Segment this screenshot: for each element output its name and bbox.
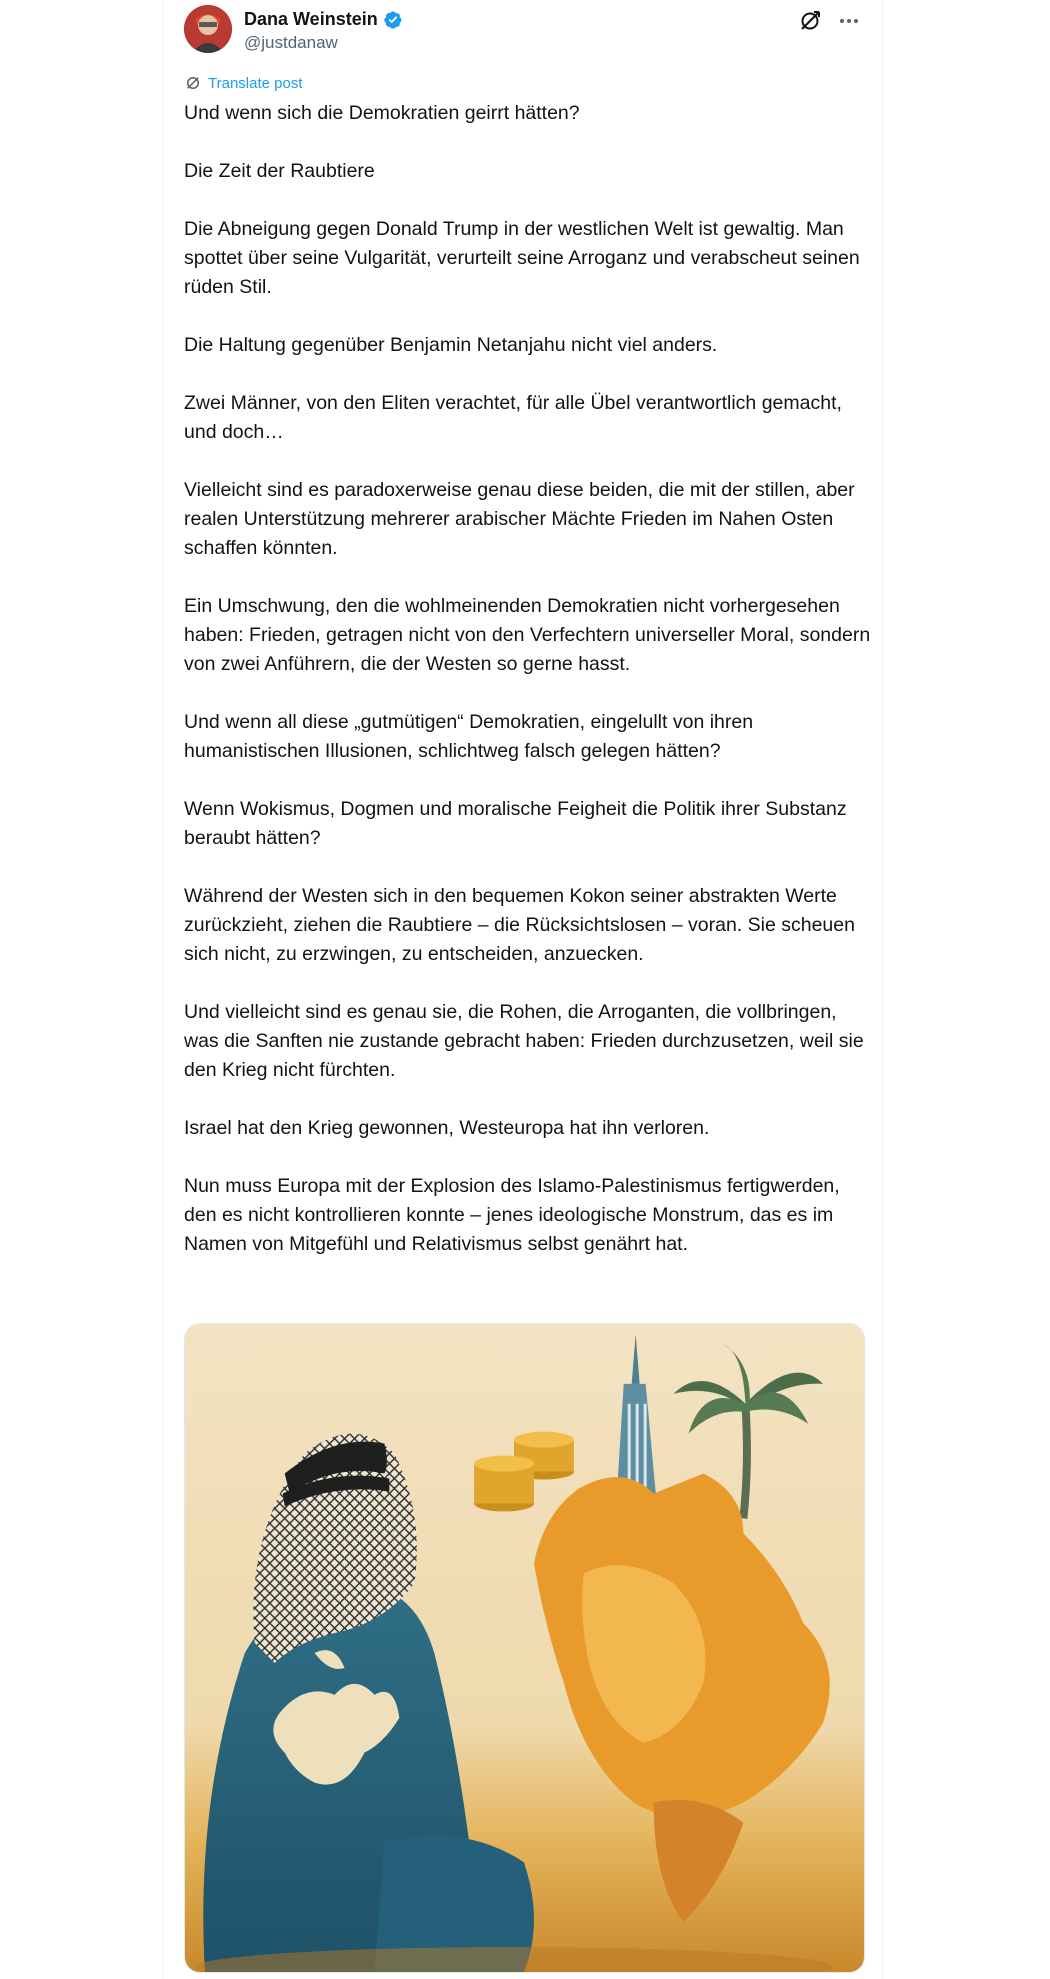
post-paragraph: Und wenn all diese „gutmütigen“ Demokratien, eingelullt von ihren humanistischen Illusionen, schlichtweg falsch gelegen hätten? [184, 711, 754, 762]
translate-icon [184, 74, 202, 92]
post-paragraph: Und vielleicht sind es genau sie, die Rohen, die Arroganten, die vollbringen, was die Sanften nie zustande gebracht haben: Frieden durchzusetzen, weil sie den Krieg nicht fürchten. [184, 1001, 864, 1081]
post-paragraph: Wenn Wokismus, Dogmen und moralische Feigheit die Politik ihrer Substanz beraubt hätten? [184, 798, 847, 849]
post-text [184, 99, 874, 1288]
translate-label: Translate post [208, 74, 303, 92]
author-handle[interactable]: @justdanaw [244, 33, 338, 52]
translate-post-link[interactable] [184, 74, 303, 92]
post-card [163, 0, 883, 1979]
verified-badge-icon [383, 10, 403, 30]
post-paragraph: Die Zeit der Raubtiere [184, 160, 375, 182]
post-image[interactable] [184, 1323, 865, 1973]
more-icon[interactable] [836, 9, 862, 33]
author-name-row [244, 9, 403, 30]
post-header [184, 5, 862, 55]
grok-icon[interactable] [798, 9, 822, 33]
post-paragraph: Zwei Männer, von den Eliten verachtet, für alle Übel verantwortlich gemacht, und doch… [184, 392, 842, 443]
post-paragraph: Die Abneigung gegen Donald Trump in der westlichen Welt ist gewaltig. Man spottet über seine Vulgarität, verurteilt seine Arroganz und verabscheut seinen rüden Stil. [184, 218, 860, 298]
avatar[interactable] [184, 5, 232, 53]
post-paragraph: Vielleicht sind es paradoxerweise genau diese beiden, die mit der stillen, aber realen Unterstützung mehrerer arabischer Mächte Frieden im Nahen Osten schaffen könnten. [184, 479, 855, 559]
post-paragraph: Nun muss Europa mit der Explosion des Islamo-Palestinismus fertigwerden, den es nicht kontrollieren konnte – jenes ideologische Monstrum, das es im Namen von Mitgefühl und Relativismus selbst genährt hat. [184, 1175, 840, 1255]
post-paragraph: Und wenn sich die Demokratien geirrt hätten? [184, 102, 580, 124]
post-paragraph: Ein Umschwung, den die wohlmeinenden Demokratien nicht vorhergesehen haben: Frieden, getragen nicht von den Verfechtern universeller Moral, sondern von zwei Anführern, die der Westen so gerne hasst. [184, 595, 871, 675]
post-paragraph: Die Haltung gegenüber Benjamin Netanjahu nicht viel anders. [184, 334, 718, 356]
post-paragraph: Israel hat den Krieg gewonnen, Westeuropa hat ihn verloren. [184, 1117, 710, 1139]
post-paragraph: Während der Westen sich in den bequemen Kokon seiner abstrakten Werte zurückzieht, ziehen die Raubtiere – die Rücksichtslosen – voran. Sie scheuen sich nicht, zu erzwingen, zu entscheiden, anzuecken. [184, 885, 855, 965]
author-name[interactable]: Dana Weinstein [244, 9, 378, 29]
